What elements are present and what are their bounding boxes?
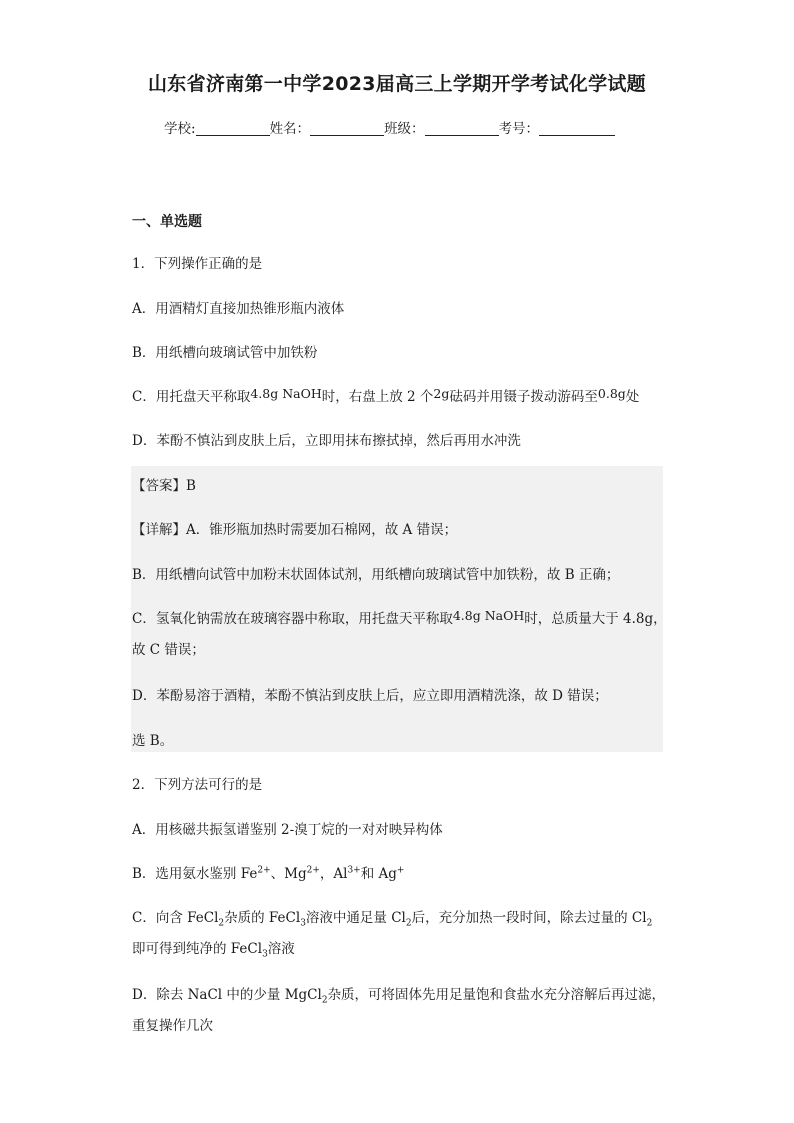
name-blank[interactable] [310,121,384,136]
exam-no-blank[interactable] [539,121,615,136]
q1-option-a: A．用酒精灯直接加热锥形瓶内液体 [132,301,345,317]
class-blank[interactable] [425,121,499,136]
q1-option-d: D．苯酚不慎沾到皮肤上后，立即用抹布擦拭掉，然后再用水冲洗 [132,433,521,449]
q1-detail: 【详解】A．锥形瓶加热时需要加石棉网，故 A 错误； [132,522,458,538]
q1-option-c: C．用托盘天平称取4.8g NaOH时，右盘上放 2 个2g砝码并用镊子拨动游码至0.8g处 [132,386,640,405]
school-blank[interactable] [196,121,270,136]
math-formula: 4.8g NaOH [452,608,525,623]
q1-detail-c: C．氢氧化钠需放在玻璃容器中称取，用托盘天平称取4.8g NaOH时，总质量大于 4.8g， [132,608,667,627]
math-formula: 0.8g [597,386,626,401]
q1-detail-b: B．用纸槽向试管中加粉末状固体试剂，用纸槽向玻璃试管中加铁粉，故 B 正确； [132,567,620,583]
q2-option-c-cont: 即可得到纯净的 FeCl$_3$溶液 [132,941,295,960]
q2-option-d-cont: 重复操作几次 [132,1018,213,1034]
q1-answer: 【答案】B [132,478,196,494]
q2-stem: 2．下列方法可行的是 [132,777,263,793]
q2-option-c: C．向含 FeCl$_2$杂质的 FeCl$_3$溶液中通足量 $Cl_2$后，充分加热一段时间，除去过量的 $Cl_2$ [132,910,653,929]
school-label: 学校: [164,121,196,137]
q1-stem: 1．下列操作正确的是 [132,256,263,272]
math-formula: 4.8g NaOH [250,386,322,401]
q1-option-b: B．用纸槽向玻璃试管中加铁粉 [132,345,318,361]
name-label: 姓名： [269,121,311,137]
class-label: 班级： [384,121,425,137]
q2-option-d: D．除去 NaCl 中的少量 MgCl$_2$杂质，可将固体先用足量饱和食盐水充分溶解后再过滤， [132,987,666,1006]
math-formula: 2g [433,386,450,401]
q2-option-a: A．用核磁共振氢谱鉴别 2-溴丁烷的一对对映异构体 [132,822,443,838]
exam-no-label: 考号： [498,121,540,137]
exam-title: 山东省济南第一中学2023届高三上学期开学考试化学试题 [148,73,646,95]
q1-detail-c-cont: 故 C 错误； [132,642,205,658]
q2-option-b: B．选用氨水鉴别 $Fe^{2+}$、$Mg^{2+}$，$Al^{3+}$和 Ag+ [132,865,405,882]
student-info-line [164,117,615,137]
q1-detail-d: D．苯酚易溶于酒精，苯酚不慎沾到皮肤上后，应立即用酒精洗涤，故 D 错误； [132,688,608,704]
q1-conclusion: 选 B。 [132,733,174,749]
section-heading: 一、单选题 [132,214,202,230]
